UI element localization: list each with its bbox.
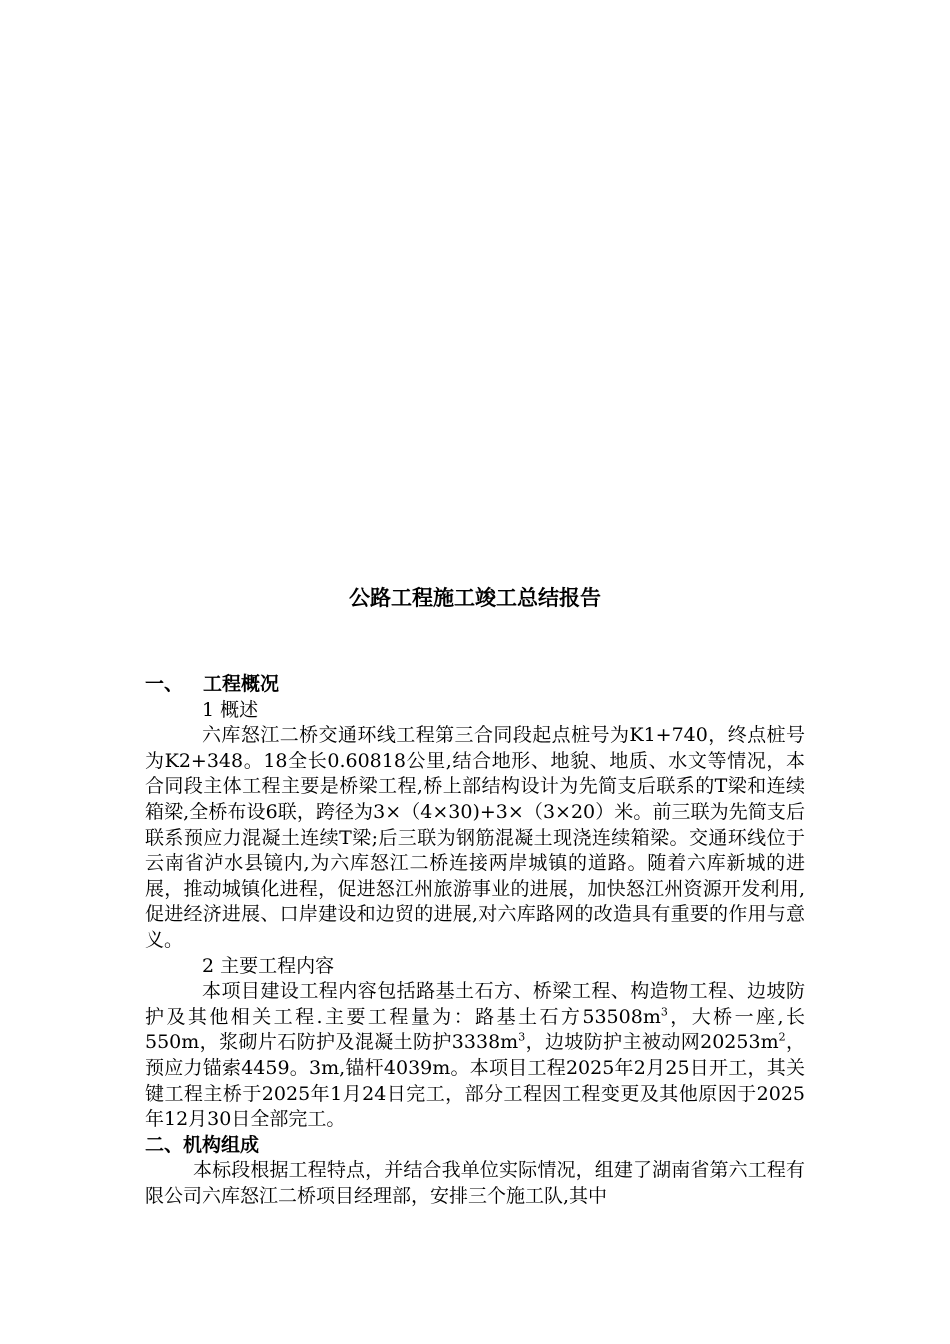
- main-content-text-b: ，大桥一座,长550m，浆砌片石防护及混凝土防护3338m: [145, 1005, 805, 1054]
- organization-paragraph: 本标段根据工程特点，并结合我单位实际情况，组建了湖南省第六工程有限公司六库怒江二桥项目经理部，安排三个施工队,其中: [145, 1159, 805, 1207]
- section-heading-1: [145, 672, 805, 698]
- section-number-1: 一、: [145, 673, 184, 695]
- document-body: [145, 672, 805, 1209]
- superscript-b: 3: [518, 1030, 526, 1044]
- main-content-text-a: 本项目建设工程内容包括路基土石方、桥梁工程、构造物工程、边坡防护及其他相关工程.主要工程量为：路基土石方53508m: [145, 980, 805, 1028]
- main-content-text-c: ，边坡防护主被动网20253m: [525, 1031, 779, 1054]
- document-title: 公路工程施工竣工总结报告: [349, 586, 601, 610]
- subsection-heading-main-content: 2 主要工程内容: [202, 954, 335, 977]
- subsection-heading-overview: 1 概述: [202, 698, 259, 721]
- main-content-paragraph: [145, 979, 805, 1133]
- section-heading-2: 二、机构组成: [145, 1133, 260, 1156]
- superscript-a: 3: [660, 1005, 668, 1019]
- overview-paragraph: 六库怒江二桥交通环线工程第三合同段起点桩号为K1+740，终点桩号为K2+348。18全长0.60818公里,结合地形、地貌、地质、水文等情况，本合同段主体工程主要是桥梁工程,桥上部结构设计为先简支后联系的T梁和连续箱梁,全桥布设6联，跨径为3×（4×30)+3×（3×20）米。前三联为先简支后联系预应力混凝土连续T梁;后三联为钢筋混凝土现浇连续箱梁。交通环线位于云南省泸水县镜内,为六库怒江二桥连接两岸城镇的道路。随着六库新城的进展，推动城镇化进程，促进怒江州旅游事业的进展，加快怒江州资源开发利用,促进经济进展、口岸建设和边贸的进展,对六库路网的改造具有重要的作用与意义。: [145, 724, 805, 951]
- superscript-c: 2: [778, 1030, 786, 1044]
- section-title-1: 工程概况: [203, 673, 280, 695]
- main-content-text-d: ，预应力锚索4459。3m,锚杆4039m。本项目工程2025年2月25日开工，其关键工程主桥于2025年1月24日完工，部分工程因工程变更及其他原因于2025年12月30日全部完工。: [145, 1031, 805, 1131]
